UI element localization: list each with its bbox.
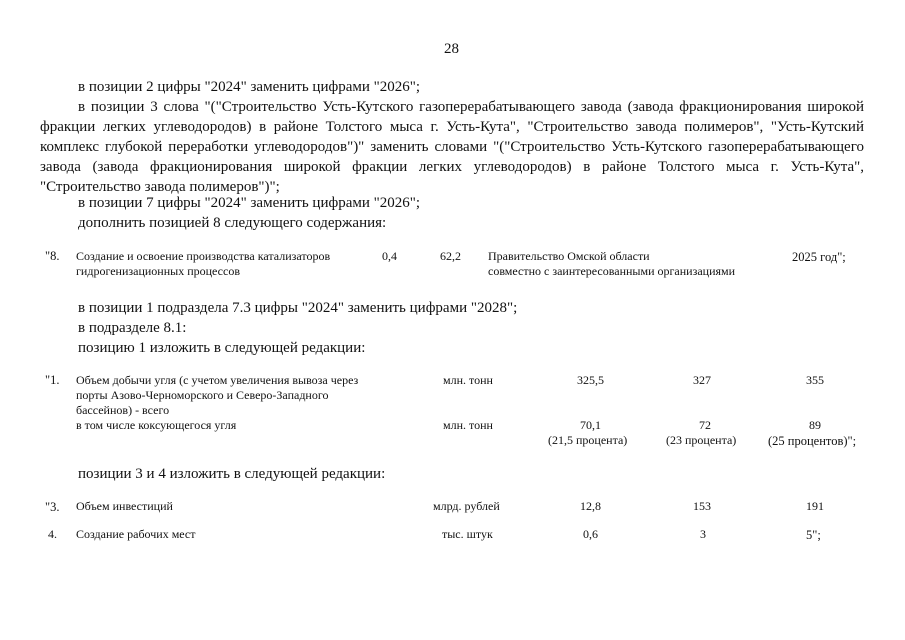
row1-name-line2: порты Азово-Черноморского и Северо-Западного <box>76 388 329 402</box>
row1-sub-percent-c: (25 процентов)"; <box>768 434 857 448</box>
paragraph-subsection-8-1: в подразделе 8.1: <box>78 320 187 336</box>
row4-name: Создание рабочих мест <box>76 527 196 541</box>
paragraph-position-3: в позиции 3 слова "("Строительство Усть-Кутского газоперерабатывающего завода (завода фракционирования широкой фракции легких углеводородов) в районе Толстого мыса г. Усть-Кута", "Строительство завода полимеров", "Усть-Кутский комплекс глубокой переработки углеводородов")" заменить словами "("Строительство Усть-Кутского газоперерабатывающего завода (завода фракционирования широкой фракции легких углеводородов) в районе Толстого мыса г. Усть-Кута", "Строительство завода полимеров")"; <box>40 99 864 195</box>
row4-value-b: 3 <box>700 527 706 541</box>
row3-value-c: 191 <box>806 499 824 513</box>
row1-sub-value-c: 89 <box>809 418 821 432</box>
row3-value-b: 153 <box>693 499 711 513</box>
row1-sub-percent-b: (23 процента) <box>666 433 737 447</box>
row8-number: "8. <box>45 249 60 263</box>
paragraph-subsection-7-3: в позиции 1 подраздела 7.3 цифры "2024" заменить цифрами "2028"; <box>78 300 518 316</box>
paragraph-position-2: в позиции 2 цифры "2024" заменить цифрами "2026"; <box>78 79 421 95</box>
row1-sub-name: в том числе коксующегося угля <box>76 418 237 432</box>
row8-name-line1: Создание и освоение производства катализаторов <box>76 249 331 263</box>
row3-value-a: 12,8 <box>580 499 601 513</box>
row1-unit: млн. тонн <box>443 373 493 387</box>
paragraph-add-position-8: дополнить позицией 8 следующего содержания: <box>78 215 387 231</box>
row3-number: "3. <box>45 500 60 514</box>
row4-unit: тыс. штук <box>442 527 493 541</box>
row1-sub-percent-a: (21,5 процента) <box>548 433 628 447</box>
page-number: 28 <box>444 41 459 57</box>
row1-number: "1. <box>45 373 60 387</box>
paragraph-positions-3-4: позиции 3 и 4 изложить в следующей редакции: <box>78 466 386 482</box>
row1-name-line3: бассейнов) - всего <box>76 403 170 417</box>
row8-name-line2: гидрогенизационных процессов <box>76 264 240 278</box>
row1-sub-value-a: 70,1 <box>580 418 601 432</box>
row1-sub-unit: млн. тонн <box>443 418 493 432</box>
row4-value-c: 5"; <box>806 528 821 542</box>
row1-value-c: 355 <box>806 373 824 387</box>
row1-value-a: 325,5 <box>577 373 604 387</box>
row1-sub-value-b: 72 <box>699 418 711 432</box>
row3-unit: млрд. рублей <box>433 499 500 513</box>
row1-name-line1: Объем добычи угля (с учетом увеличения вывоза через <box>76 373 359 387</box>
row3-name: Объем инвестиций <box>76 499 173 513</box>
row4-number: 4. <box>48 527 57 541</box>
row8-value-1: 0,4 <box>382 249 397 263</box>
row8-year: 2025 год"; <box>792 250 846 264</box>
paragraph-position-1-edit: позицию 1 изложить в следующей редакции: <box>78 340 366 356</box>
row8-responsible-line2: совместно с заинтересованными организациями <box>488 264 736 278</box>
row8-value-2: 62,2 <box>440 249 461 263</box>
row1-value-b: 327 <box>693 373 711 387</box>
row4-value-a: 0,6 <box>583 527 598 541</box>
row8-responsible-line1: Правительство Омской области <box>488 249 650 263</box>
paragraph-position-7: в позиции 7 цифры "2024" заменить цифрами "2026"; <box>78 195 421 211</box>
